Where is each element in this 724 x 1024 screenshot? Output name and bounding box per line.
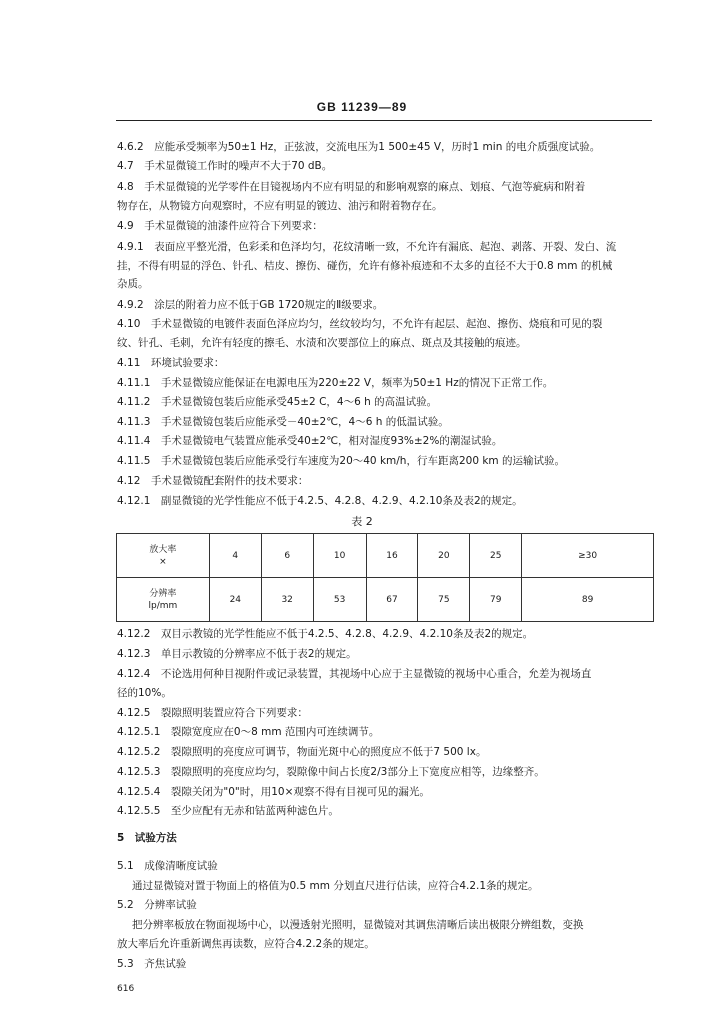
table-cell: ≥30 — [522, 534, 654, 578]
page-number: 616 — [117, 984, 135, 994]
standard-code-header: GB 11239—89 — [316, 100, 408, 114]
table-row-resolution — [117, 578, 654, 622]
table-cell: 79 — [470, 578, 522, 622]
clause-4-11-5: 4.11.5 手术显微镜包装后应能承受行车速度为20～40 km/h，行车距离200 km 的运输试验。 — [117, 455, 565, 467]
clause-4-9-1-cont: 挂，不得有明显的浮色、针孔、桔皮、擦伤、碰伤，允许有修补痕迹和不太多的直径不大于0.8 mm 的机械 — [117, 260, 613, 272]
row-label-magnification — [117, 534, 210, 578]
section-5-title: 5 试验方法 — [117, 832, 177, 844]
label-magnification: 放大率 — [149, 544, 177, 555]
clause-4-12: 4.12 手术显微镜配套附件的技术要求： — [117, 475, 309, 487]
table-cell: 10 — [313, 534, 366, 578]
table-cell: 20 — [418, 534, 470, 578]
clause-4-11-4: 4.11.4 手术显微镜电气装置应能承受40±2℃，相对湿度93%±2%的潮湿试验。 — [117, 435, 503, 447]
table-cell: 25 — [470, 534, 522, 578]
clause-4-8: 4.8 手术显微镜的光学零件在目镜视场内不应有明显的和影响观察的麻点、划痕、气泡等疵病和附着 — [117, 181, 586, 193]
section-5-2-text: 把分辨率板放在物面视场中心，以漫透射光照明，显微镜对其调焦清晰后读出极限分辨组数，变换 — [132, 919, 584, 931]
section-5-2-text-cont: 放大率后允许重新调焦再读数，应符合4.2.2条的规定。 — [117, 938, 375, 950]
label-magnification-unit: × — [159, 556, 167, 567]
clause-4-12-1: 4.12.1 副显微镜的光学性能应不低于4.2.5、4.2.8、4.2.9、4.2.10条及表2的规定。 — [117, 495, 523, 507]
table-cell: 24 — [209, 578, 261, 622]
label-resolution: 分辨率 — [149, 588, 177, 599]
table-cell: 6 — [261, 534, 313, 578]
table-cell: 4 — [209, 534, 261, 578]
clause-4-12-5-5: 4.12.5.5 至少应配有无赤和钴蓝两种滤色片。 — [117, 805, 339, 817]
label-resolution-unit: lp/mm — [148, 600, 178, 611]
clause-4-7: 4.7 手术显微镜工作时的噪声不大于70 dB。 — [117, 160, 333, 172]
table-cell: 32 — [261, 578, 313, 622]
clause-4-12-5-3: 4.12.5.3 裂隙照明的亮度应均匀，裂隙像中间占长度2/3部分上下宽度应相等，边缘整齐。 — [117, 766, 545, 778]
section-5-1-text: 通过显微镜对置于物面上的格值为0.5 mm 分划直尺进行估读，应符合4.2.1条的规定。 — [132, 880, 539, 892]
clause-4-9-2: 4.9.2 涂层的附着力应不低于GB 1720规定的Ⅱ级要求。 — [117, 299, 384, 311]
section-5-3-title: 5.3 齐焦试验 — [117, 958, 187, 970]
clause-4-12-5: 4.12.5 裂隙照明装置应符合下列要求： — [117, 707, 308, 719]
table-cell: 53 — [313, 578, 366, 622]
clause-4-12-2: 4.12.2 双目示教镜的光学性能应不低于4.2.5、4.2.8、4.2.9、4.2.10条及表2的规定。 — [117, 628, 534, 640]
clause-4-11: 4.11 环境试验要求： — [117, 357, 225, 369]
clause-4-12-5-1: 4.12.5.1 裂隙宽度应在0～8 mm 范围内可连续调节。 — [117, 726, 380, 738]
table-cell: 67 — [366, 578, 418, 622]
table-cell: 16 — [366, 534, 418, 578]
clause-4-12-5-2: 4.12.5.2 裂隙照明的亮度应可调节，物面光斑中心的照度应不低于7 500 lx。 — [117, 746, 487, 758]
clause-4-12-4-cont: 径的10%。 — [117, 687, 172, 699]
table-row-magnification — [117, 534, 654, 578]
table-cell: 75 — [418, 578, 470, 622]
row-label-resolution — [117, 578, 210, 622]
clause-4-12-5-4: 4.12.5.4 裂隙关闭为"0"时，用10×观察不得有目视可见的漏光。 — [117, 786, 430, 798]
clause-4-11-1: 4.11.1 手术显微镜应能保证在电源电压为220±22 V，频率为50±1 Hz的情况下正常工作。 — [117, 377, 554, 389]
clause-4-10-cont: 纹、针孔、毛刺，允许有轻度的擦毛、水渍和次要部位上的麻点、斑点及其接触的痕迹。 — [117, 337, 527, 349]
clause-4-12-4: 4.12.4 不论选用何种目视附件或记录装置，其视场中心应于主显微镜的视场中心重合，允差为视场直 — [117, 668, 592, 680]
section-5-1-title: 5.1 成像清晰度试验 — [117, 860, 218, 872]
clause-4-12-3: 4.12.3 单目示教镜的分辨率应不低于表2的规定。 — [117, 648, 357, 660]
magnification-resolution-table — [116, 533, 654, 622]
clause-4-10: 4.10 手术显微镜的电镀件表面色泽应均匀，丝纹较均匀，不允许有起层、起泡、擦伤、烧痕和可见的裂 — [117, 318, 603, 330]
clause-4-11-3: 4.11.3 手术显微镜包装后应能承受－40±2℃，4～6 h 的低温试验。 — [117, 416, 449, 428]
clause-4-11-2: 4.11.2 手术显微镜包装后应能承受45±2 C，4～6 h 的高温试验。 — [117, 396, 438, 408]
section-5-2-title: 5.2 分辨率试验 — [117, 899, 197, 911]
clause-4-6-2: 4.6.2 应能承受频率为50±1 Hz，正弦波，交流电压为1 500±45 V，历时1 min 的电介质强度试验。 — [117, 141, 601, 153]
clause-4-9-1-cont2: 杂质。 — [117, 278, 149, 290]
header-rule — [116, 120, 652, 121]
table-cell: 89 — [522, 578, 654, 622]
table-caption: 表 2 — [351, 515, 373, 528]
clause-4-9: 4.9 手术显微镜的油漆件应符合下列要求： — [117, 220, 323, 232]
clause-4-9-1: 4.9.1 表面应平整光滑，色彩柔和色泽均匀，花纹清晰一致，不允许有漏底、起泡、剥落、开裂、发白、流 — [117, 241, 617, 253]
clause-4-8-cont: 物存在，从物镜方向观察时，不应有明显的镀边、油污和附着物存在。 — [117, 200, 443, 212]
